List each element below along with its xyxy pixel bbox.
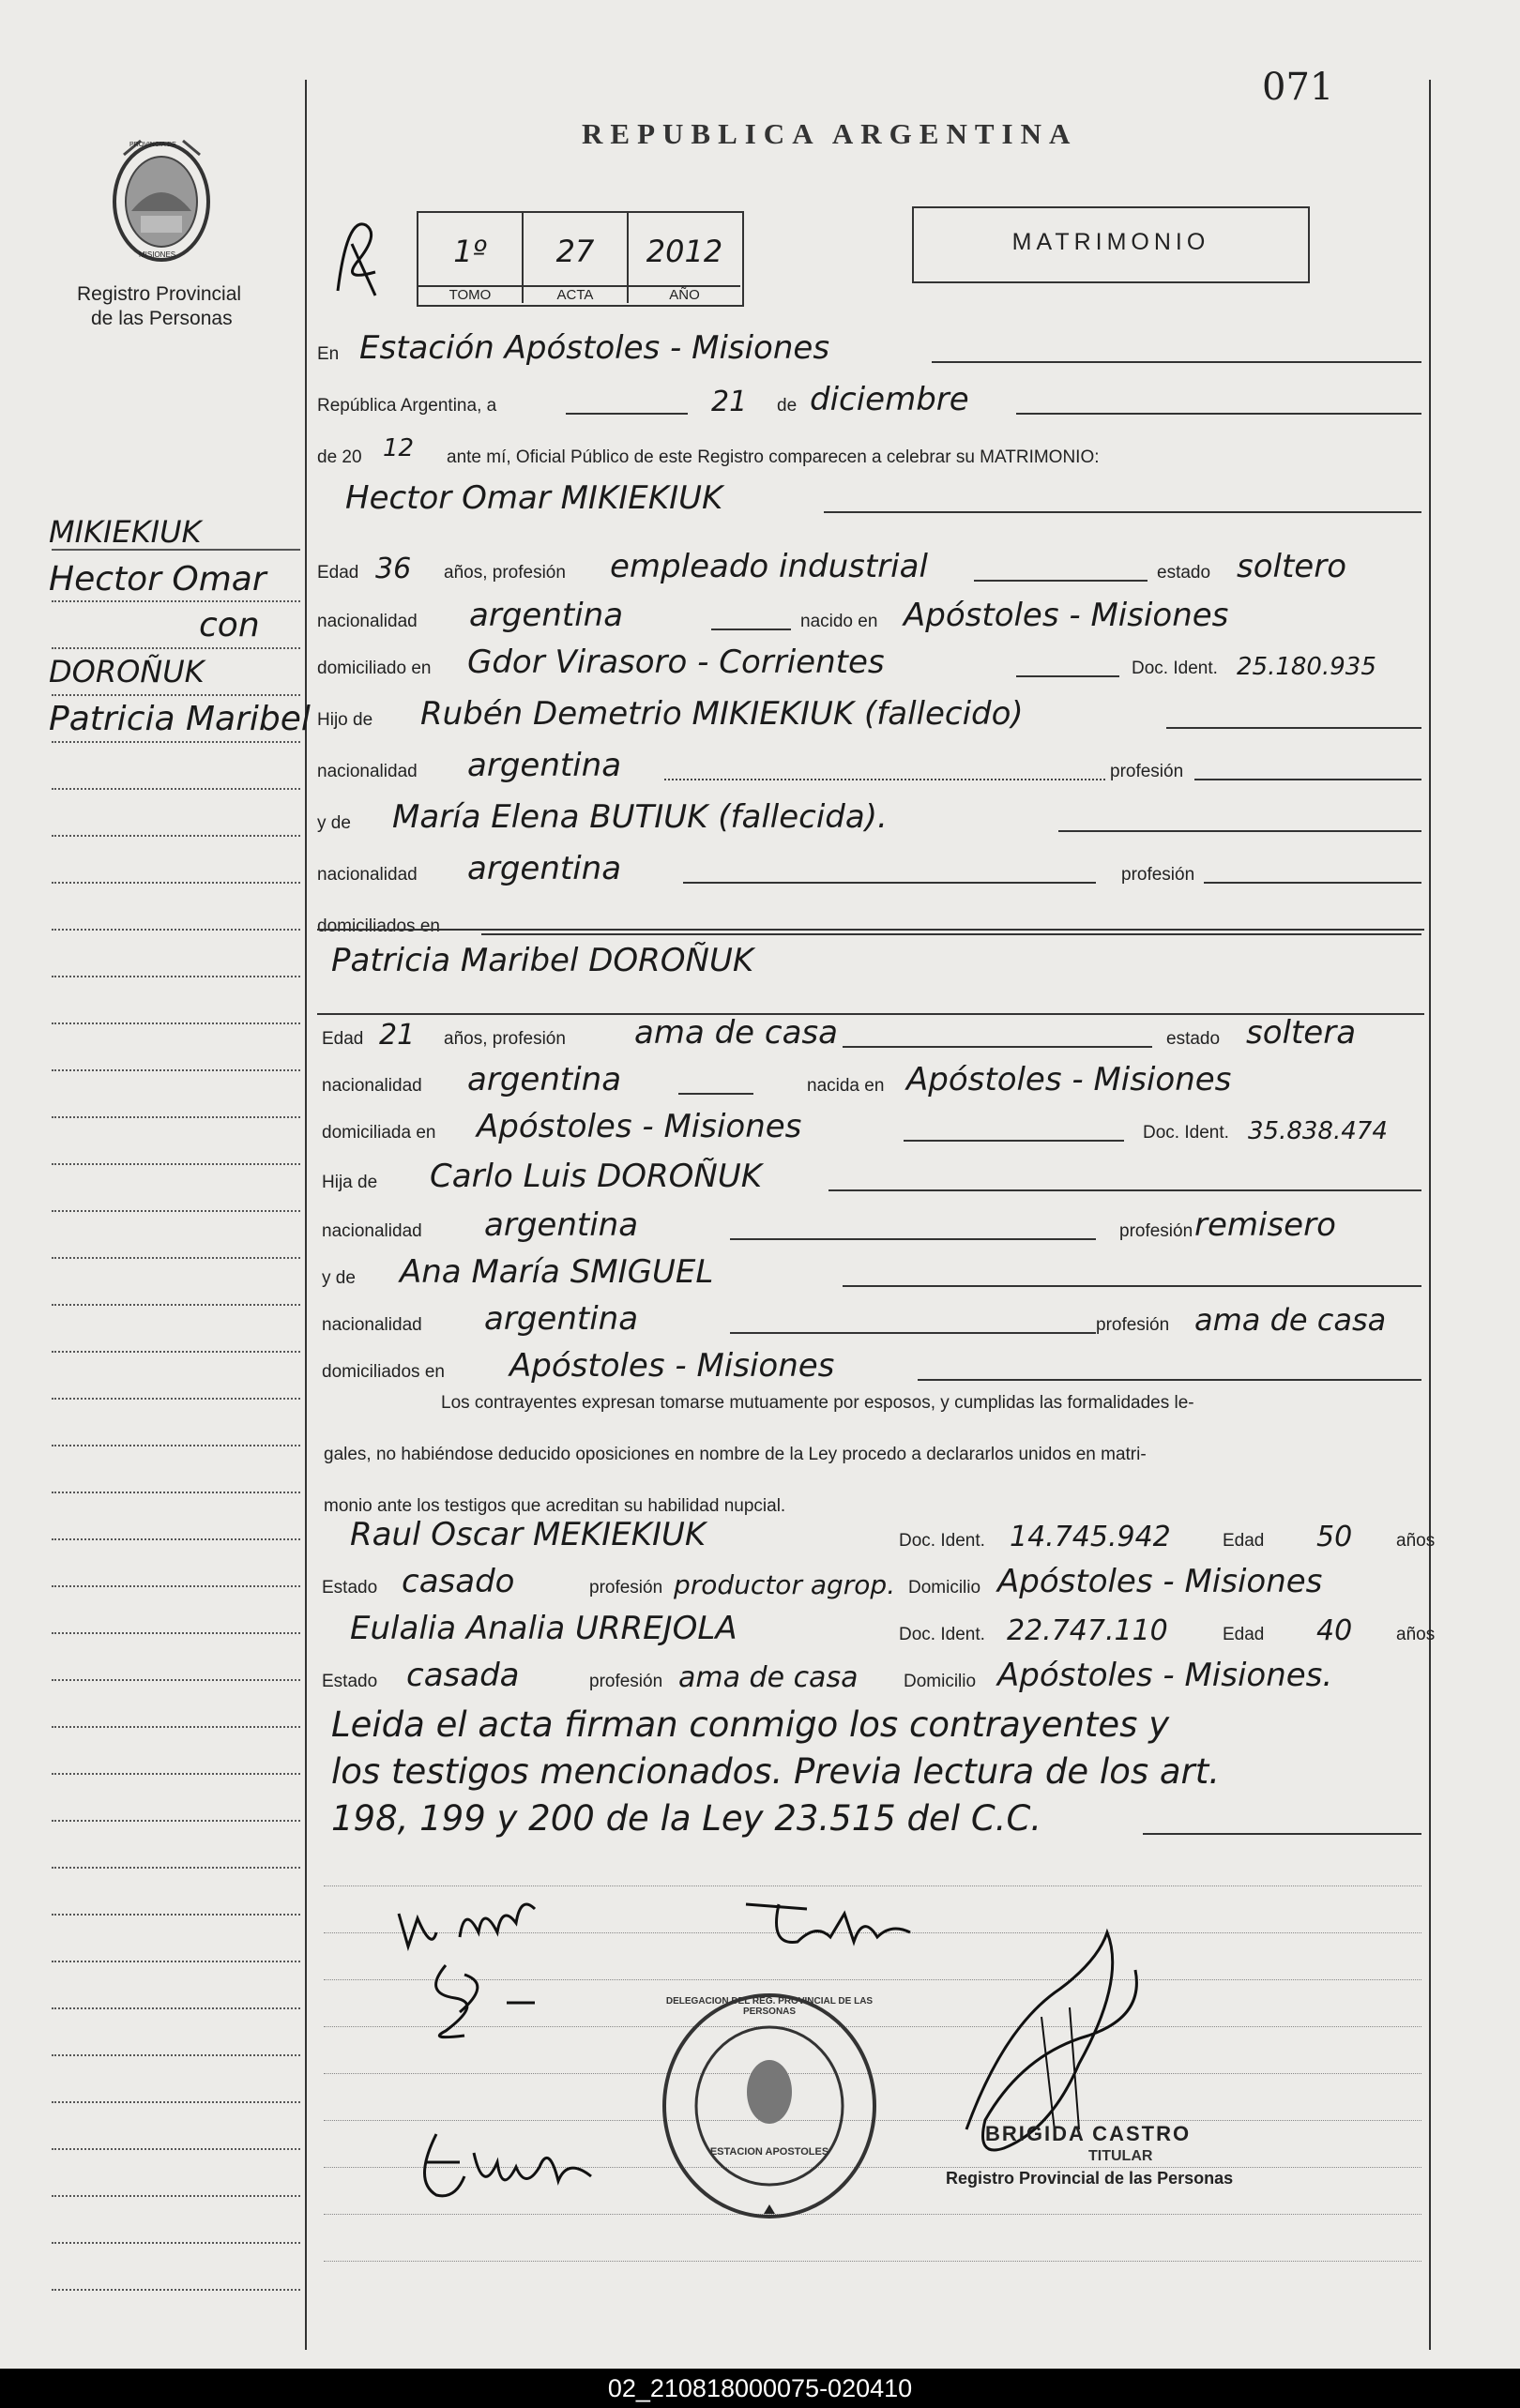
label-nacionalidad: nacionalidad: [317, 612, 418, 631]
fill-line: [730, 1332, 1096, 1334]
label-domicilio: Domicilio: [908, 1578, 981, 1598]
margin-name-line2: Hector Omar: [49, 560, 266, 598]
right-frame-line: [1429, 80, 1431, 2350]
label-profesion: profesión: [1119, 1221, 1193, 1241]
fill-line: [664, 779, 1105, 780]
label-estado: estado: [1166, 1029, 1221, 1049]
tomo-value: 1º: [453, 234, 487, 269]
act-type-box: [912, 206, 1310, 283]
fill-line: [481, 933, 1421, 935]
label-domiciliados-en: domiciliados en: [322, 1362, 445, 1382]
fill-line: [711, 629, 791, 630]
fill-line: [678, 1093, 753, 1095]
place-value: Estación Apóstoles - Misiones: [359, 329, 830, 367]
label-edad: Edad: [322, 1029, 364, 1049]
groom-signature: [394, 1886, 582, 1961]
margin-line: [52, 1257, 300, 1259]
fill-line: [824, 511, 1421, 513]
bride-nationality-row: [317, 1061, 1426, 1102]
bride-domicile: Apóstoles - Misiones: [477, 1108, 802, 1145]
margin-name-line3: con: [199, 606, 260, 644]
witness2-name: Eulalia Analia URREJOLA: [350, 1610, 737, 1647]
groom-mother-row: [317, 798, 1426, 840]
label-republica: República Argentina, a: [317, 396, 497, 416]
groom-age-row: [317, 548, 1426, 589]
bride-father-row: [317, 1158, 1426, 1199]
groom-parents-domicile-row: [317, 905, 1426, 943]
groom-mother-nationality: argentina: [467, 850, 622, 887]
fill-line: [932, 361, 1421, 363]
acta-value: 27: [555, 234, 595, 269]
witness1-status: casado: [402, 1563, 515, 1600]
month-value: diciembre: [810, 381, 969, 418]
label-profesion-w: profesión: [589, 1578, 663, 1598]
closing-line3-row: [317, 1799, 1426, 1842]
bride-profession: ama de casa: [634, 1014, 838, 1052]
margin-line: [52, 1585, 300, 1587]
margin-line: [52, 1116, 300, 1118]
margin-line: [52, 788, 300, 790]
margin-line: [52, 694, 300, 696]
margin-line: [52, 929, 300, 931]
legal-text-line3: monio ante los testigos que acreditan su habilidad nupcial.: [324, 1496, 786, 1516]
groom-mother: María Elena BUTIUK (fallecida).: [392, 798, 888, 836]
witness1-doc: 14.745.942: [1010, 1521, 1171, 1553]
label-en: En: [317, 344, 340, 364]
margin-line: [52, 2242, 300, 2244]
official-office: Registro Provincial de las Personas: [946, 2169, 1234, 2188]
seal-text-top: PROVINCIA DE: [129, 142, 176, 148]
label-profesion: profesión: [1121, 865, 1195, 885]
witness2-age: 40: [1316, 1614, 1353, 1647]
bride-doc: 35.838.474: [1248, 1117, 1388, 1145]
label-nacido-en: nacido en: [800, 612, 878, 631]
label-de-20: de 20: [317, 447, 362, 467]
label-y-de: y de: [322, 1268, 356, 1288]
margin-line: [52, 2148, 300, 2150]
groom-name-row: [317, 479, 1426, 521]
acta-cell: [524, 213, 629, 303]
margin-line: [52, 1632, 300, 1634]
closing-line1: Leida el acta firman conmigo los contrayentes y: [331, 1704, 1170, 1745]
label-estado: estado: [1157, 563, 1211, 583]
label-ante-mi: ante mí, Oficial Público de este Registro comparecen a celebrar su MATRIMONIO:: [447, 447, 1100, 467]
bride-status: soltera: [1246, 1014, 1357, 1052]
bride-mother-profession: ama de casa: [1194, 1302, 1387, 1338]
margin-line: [52, 647, 300, 649]
groom-father: Rubén Demetrio MIKIEKIUK (fallecido): [420, 695, 1024, 733]
margin-line: [52, 1867, 300, 1869]
label-doc-ident: Doc. Ident.: [1132, 659, 1218, 678]
official-role: TITULAR: [1088, 2148, 1153, 2164]
label-anos: años: [1396, 1531, 1436, 1551]
bride-father-nationality-row: [317, 1206, 1426, 1248]
ano-cell: [629, 213, 740, 303]
fill-line: [1166, 727, 1421, 729]
margin-line: [52, 1069, 300, 1071]
margin-line: [52, 1773, 300, 1775]
date-row: [317, 381, 1426, 422]
province-seal-logo: [103, 136, 220, 267]
label-profesion: profesión: [1096, 1315, 1170, 1335]
label-nacida-en: nacida en: [807, 1076, 885, 1096]
registry-stamp: [657, 1989, 882, 2223]
margin-line: [52, 741, 300, 743]
label-nacionalidad: nacionalidad: [317, 762, 418, 781]
label-y-de: y de: [317, 813, 351, 833]
fill-line: [904, 1140, 1124, 1142]
witness2-doc: 22.747.110: [1007, 1614, 1168, 1647]
margin-line: [52, 2289, 300, 2291]
fill-line: [730, 1238, 1096, 1240]
margin-line: [52, 2007, 300, 2009]
acta-label: ACTA: [524, 285, 627, 303]
fill-line: [1143, 1833, 1421, 1835]
year-suffix: 12: [383, 434, 415, 462]
fill-line: [683, 882, 1096, 884]
margin-line: [52, 1445, 300, 1446]
label-doc-ident-w: Doc. Ident.: [899, 1625, 985, 1644]
bride-age: 21: [379, 1019, 416, 1052]
registry-line1: Registro Provincial: [77, 283, 242, 305]
bride-nationality: argentina: [467, 1061, 622, 1098]
fill-line: [1194, 779, 1421, 780]
margin-line: [52, 1351, 300, 1353]
label-edad-w: Edad: [1223, 1531, 1265, 1551]
act-type: MATRIMONIO: [1011, 229, 1210, 255]
fill-line: [1016, 675, 1119, 677]
margin-line: [52, 1961, 300, 1962]
witness2-domicile: Apóstoles - Misiones.: [997, 1657, 1333, 1694]
witness1-domicile: Apóstoles - Misiones: [997, 1563, 1323, 1600]
label-estado-w: Estado: [322, 1578, 378, 1598]
label-domiciliada-en: domiciliada en: [322, 1123, 436, 1143]
bride-domicile-row: [317, 1108, 1426, 1149]
closing-line2: los testigos mencionados. Previa lectura de los art.: [331, 1751, 1221, 1792]
registry-line2: de las Personas: [91, 308, 233, 329]
groom-name: Hector Omar MIKIEKIUK: [345, 479, 723, 517]
fill-line: [843, 1285, 1421, 1287]
bride-signature: [418, 1956, 568, 2045]
label-domicilio: Domicilio: [904, 1672, 977, 1691]
margin-line: [52, 2054, 300, 2056]
closing-line3: 198, 199 y 200 de la Ley 23.515 del C.C.: [331, 1798, 1042, 1839]
label-anos-profesion: años, profesión: [444, 1029, 566, 1049]
margin-line: [52, 600, 300, 602]
margin-line: [52, 976, 300, 977]
margin-name-line5: Patricia Maribel: [49, 700, 311, 738]
bride-father-profession: remisero: [1194, 1206, 1336, 1244]
margin-line: [52, 1538, 300, 1540]
fill-line: [1204, 882, 1421, 884]
bride-mother-row: [317, 1253, 1426, 1295]
place-row: [317, 329, 1426, 371]
bride-name-row: [317, 942, 1426, 983]
groom-father-nationality: argentina: [467, 747, 622, 784]
stamp-ring-text: DELEGACION DEL REG. PROVINCIAL DE LAS PERSONAS: [665, 1996, 874, 2017]
margin-line: [52, 1914, 300, 1916]
bride-parents-domicile: Apóstoles - Misiones: [509, 1347, 835, 1385]
bride-parents-domicile-row: [317, 1347, 1426, 1388]
footer-code: 02_210818000075-020410: [0, 2369, 1520, 2408]
label-nacionalidad: nacionalidad: [322, 1221, 422, 1241]
fill-line: [566, 413, 688, 415]
bride-age-row: [317, 1014, 1426, 1055]
label-doc-ident: Doc. Ident.: [1143, 1123, 1229, 1143]
label-hijo-de: Hijo de: [317, 710, 373, 730]
stamp-center-text: ESTACION APOSTOLES: [709, 2146, 829, 2158]
label-edad-w: Edad: [1223, 1625, 1265, 1644]
fill-line: [324, 2261, 1421, 2262]
fill-line: [317, 929, 1424, 931]
margin-name-line4: DOROÑUK: [49, 654, 205, 689]
margin-line: [52, 1398, 300, 1400]
label-domiciliado-en: domiciliado en: [317, 659, 432, 678]
groom-profession: empleado industrial: [610, 548, 928, 585]
margin-line: [52, 1210, 300, 1212]
label-nacionalidad: nacionalidad: [322, 1076, 422, 1096]
fill-line: [974, 580, 1148, 582]
bride-mother: Ana María SMIGUEL: [400, 1253, 714, 1291]
bride-mother-nationality-row: [317, 1300, 1426, 1341]
groom-age: 36: [375, 553, 412, 585]
groom-born-in: Apóstoles - Misiones: [904, 597, 1229, 634]
bride-father: Carlo Luis DOROÑUK: [430, 1158, 763, 1195]
witness1-name: Raul Oscar MEKIEKIUK: [350, 1516, 707, 1553]
margin-line: [52, 1304, 300, 1306]
label-doc-ident-w: Doc. Ident.: [899, 1531, 985, 1551]
label-anos: años: [1396, 1625, 1436, 1644]
bride-father-nationality: argentina: [484, 1206, 639, 1244]
witness2-status: casada: [406, 1657, 520, 1694]
fill-line: [828, 1189, 1421, 1191]
label-de: de: [777, 396, 798, 416]
margin-line: [52, 1820, 300, 1822]
ano-label: AÑO: [629, 285, 740, 303]
groom-father-row: [317, 695, 1426, 736]
label-nacionalidad: nacionalidad: [317, 865, 418, 885]
margin-line: [52, 2101, 300, 2103]
margin-name-line1: MIKIEKIUK: [49, 514, 202, 550]
witness2-details-row: [317, 1657, 1426, 1698]
bride-born-in: Apóstoles - Misiones: [906, 1061, 1232, 1098]
initials-signature: [328, 206, 394, 310]
year-row: [317, 436, 1426, 474]
fill-line: [1058, 830, 1421, 832]
margin-line: [52, 882, 300, 884]
witness2-signature: [408, 2125, 615, 2209]
tomo-label: TOMO: [418, 285, 522, 303]
margin-line: [52, 1492, 300, 1493]
groom-mother-nationality-row: [317, 850, 1426, 891]
label-nacionalidad: nacionalidad: [322, 1315, 422, 1335]
groom-domicile-row: [317, 644, 1426, 685]
margin-line: [52, 549, 300, 551]
fill-line: [843, 1046, 1152, 1048]
label-profesion: profesión: [1110, 762, 1184, 781]
label-anos-profesion: años, profesión: [444, 563, 566, 583]
tomo-cell: [418, 213, 524, 303]
margin-line: [52, 1163, 300, 1165]
country-title: REPUBLICA ARGENTINA: [582, 117, 1078, 150]
margin-line: [52, 1679, 300, 1681]
groom-father-nationality-row: [317, 747, 1426, 788]
label-profesion-w: profesión: [589, 1672, 663, 1691]
bride-mother-nationality: argentina: [484, 1300, 639, 1338]
witness1-age: 50: [1316, 1521, 1353, 1553]
groom-domicile: Gdor Virasoro - Corrientes: [467, 644, 885, 681]
day-value: 21: [711, 386, 748, 418]
witness1-signature: [741, 1895, 929, 1961]
witness2-row: [317, 1610, 1436, 1651]
legal-text-line1: Los contrayentes expresan tomarse mutuamente por esposos, y cumplidas las formalidades le-: [441, 1393, 1194, 1413]
fill-line: [1016, 413, 1421, 415]
groom-status: soltero: [1237, 548, 1346, 585]
official-name: BRIGIDA CASTRO: [985, 2122, 1192, 2145]
legal-text-line2: gales, no habiéndose deducido oposiciones en nombre de la Ley procedo a declararlos unidos en matri-: [324, 1445, 1147, 1464]
ano-value: 2012: [646, 234, 723, 269]
margin-line: [52, 1726, 300, 1728]
left-frame-line: [305, 80, 307, 2350]
witness1-profession: productor agrop.: [674, 1569, 896, 1600]
registry-header-box: [417, 211, 744, 307]
witness1-details-row: [317, 1563, 1426, 1604]
closing-line2-row: [317, 1752, 1426, 1795]
closing-line1-row: [317, 1705, 1426, 1749]
witness2-profession: ama de casa: [678, 1661, 859, 1694]
label-estado-w: Estado: [322, 1672, 378, 1691]
label-domiciliados-en: domiciliados en: [317, 916, 440, 936]
witness1-row: [317, 1516, 1436, 1557]
page-number: 071: [1262, 66, 1334, 109]
label-hija-de: Hija de: [322, 1173, 378, 1192]
label-edad: Edad: [317, 563, 359, 583]
seal-text-bottom: MISIONES: [139, 250, 176, 259]
fill-line: [918, 1379, 1421, 1381]
margin-line: [52, 2195, 300, 2197]
margin-line: [52, 1022, 300, 1024]
groom-nationality-row: [317, 597, 1426, 638]
groom-nationality: argentina: [469, 597, 624, 634]
bride-name: Patricia Maribel DOROÑUK: [331, 942, 754, 979]
groom-doc: 25.180.935: [1237, 653, 1376, 681]
margin-line: [52, 835, 300, 837]
